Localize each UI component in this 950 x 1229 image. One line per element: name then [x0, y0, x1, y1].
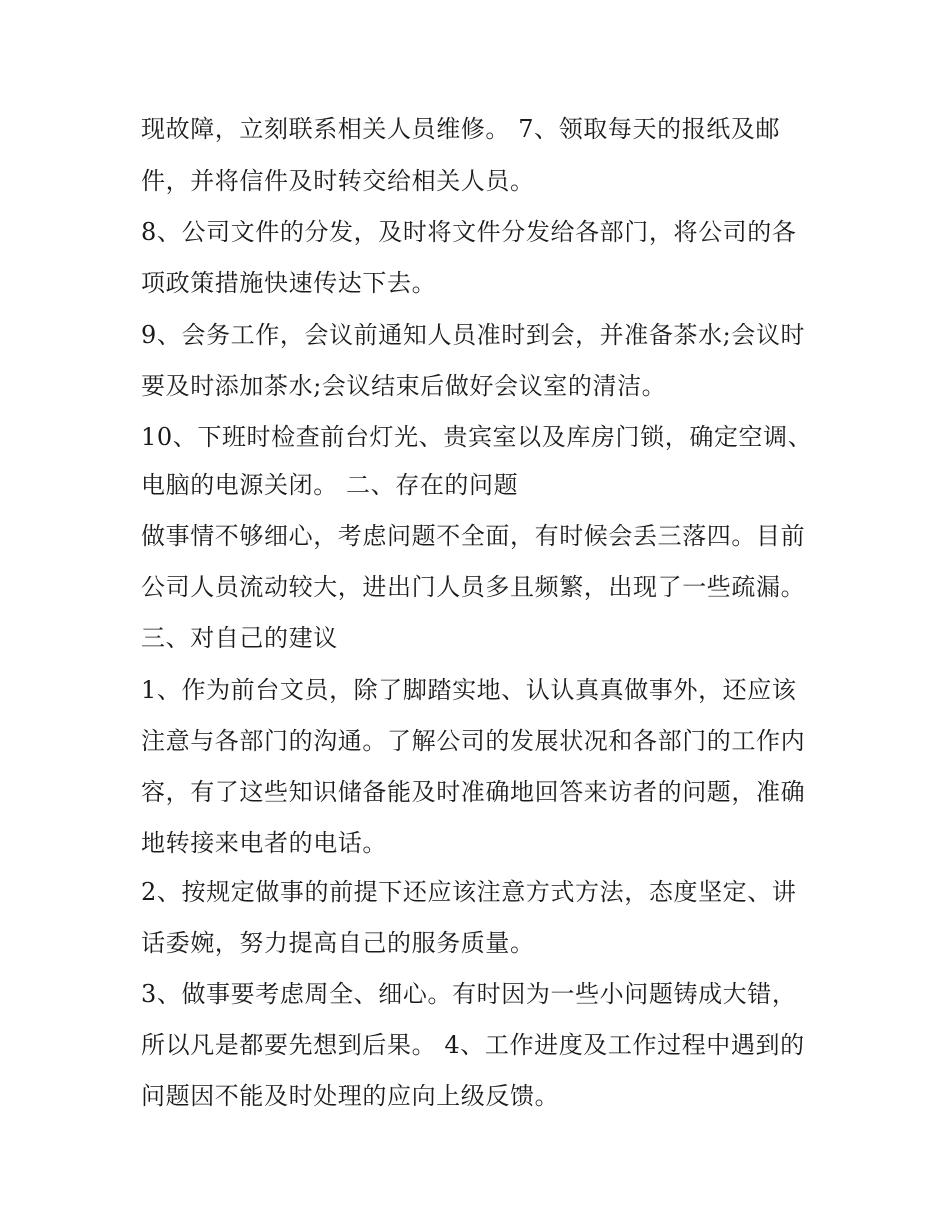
text-line: 3、做事要考虑周全、细心。有时因为一些小问题铸成大错， — [141, 980, 797, 1008]
text-line: 容，有了这些知识储备能及时准确地回答来访者的问题，准确 — [141, 778, 806, 806]
text-line: 注意与各部门的沟通。了解公司的发展状况和各部门的工作内 — [141, 727, 806, 755]
text-line: 电脑的电源关闭。 二、存在的问题 — [141, 471, 519, 499]
text-line: 公司人员流动较大，进出门人员多且频繁，出现了一些疏漏。 — [141, 573, 806, 601]
text-line: 做事情不够细心，考虑问题不全面，有时候会丢三落四。目前 — [141, 522, 806, 550]
text-line: 件，并将信件及时转交给相关人员。 — [141, 167, 535, 195]
text-line: 8、公司文件的分发，及时将文件分发给各部门，将公司的各 — [141, 218, 797, 246]
text-line: 所以凡是都要先想到后果。 4、工作进度及工作过程中遇到的 — [141, 1031, 805, 1059]
text-line: 地转接来电者的电话。 — [141, 829, 387, 857]
text-line: 项政策措施快速传达下去。 — [141, 269, 437, 297]
text-line: 10、下班时检查前台灯光、贵宾室以及库房门锁，确定空调、 — [141, 423, 813, 451]
text-line: 问题因不能及时处理的应向上级反馈。 — [141, 1082, 560, 1110]
text-line: 话委婉，努力提高自己的服务质量。 — [141, 929, 535, 957]
text-line: 2、按规定做事的前提下还应该注意方式方法，态度坚定、讲 — [141, 878, 797, 906]
text-line: 要及时添加茶水;会议结束后做好会议室的清洁。 — [141, 372, 667, 400]
section-heading: 三、对自己的建议 — [141, 624, 338, 652]
text-line: 现故障，立刻联系相关人员维修。 7、领取每天的报纸及邮 — [141, 115, 781, 143]
text-line: 1、作为前台文员，除了脚踏实地、认认真真做事外，还应该 — [141, 676, 797, 704]
text-line: 9、会务工作，会议前通知人员准时到会，并准备茶水;会议时 — [141, 321, 806, 349]
